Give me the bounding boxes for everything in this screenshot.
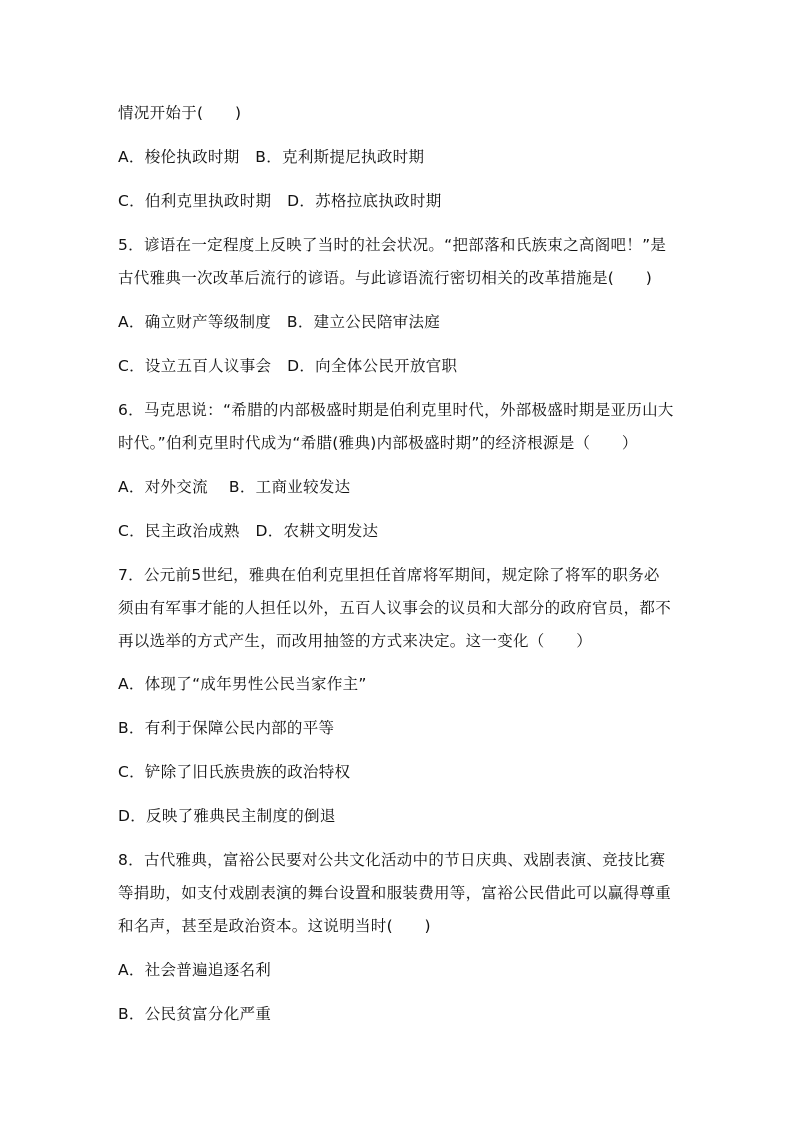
line-q5-options-cd: C．设立五百人议事会 D．向全体公民开放官职 <box>118 357 458 375</box>
line-q5-stem-1: 5．谚语在一定程度上反映了当时的社会状况。“把部落和氏族束之高阁吧！”是 <box>118 236 667 254</box>
line-q4-stem-end: 情况开始于( ) <box>118 104 242 122</box>
line-q8-option-a: A．社会普遍追逐名利 <box>118 961 272 979</box>
line-q7-option-a: A．体现了“成年男性公民当家作主” <box>118 675 367 693</box>
line-q8-option-b: B．公民贫富分化严重 <box>118 1005 272 1023</box>
line-q7-option-d: D．反映了雅典民主制度的倒退 <box>118 807 336 825</box>
line-q4-options-cd: C．伯利克里执政时期 D．苏格拉底执政时期 <box>118 192 442 210</box>
line-q6-options-ab: A．对外交流 B．工商业较发达 <box>118 478 351 496</box>
line-q8-stem-3: 和名声，甚至是政治资本。这说明当时( ) <box>118 917 431 935</box>
line-q8-stem-1: 8．古代雅典，富裕公民要对公共文化活动中的节日庆典、戏剧表演、竞技比赛 <box>118 851 666 869</box>
line-q6-options-cd: C．民主政治成熟 D．农耕文明发达 <box>118 522 379 540</box>
line-q7-stem-2: 须由有军事才能的人担任以外，五百人议事会的议员和大部分的政府官员，都不 <box>118 599 672 617</box>
line-q8-stem-2: 等捐助，如支付戏剧表演的舞台设置和服装费用等，富裕公民借此可以赢得尊重 <box>118 884 672 902</box>
line-q7-option-c: C．铲除了旧氏族贵族的政治特权 <box>118 763 351 781</box>
line-q4-options-ab: A．梭伦执政时期 B．克利斯提尼执政时期 <box>118 148 425 166</box>
line-q7-stem-1: 7．公元前5世纪，雅典在伯利克里担任首席将军期间，规定除了将军的职务必 <box>118 566 660 584</box>
line-q5-options-ab: A．确立财产等级制度 B．建立公民陪审法庭 <box>118 313 441 331</box>
line-q6-stem-1: 6．马克思说：“希腊的内部极盛时期是伯利克里时代，外部极盛时期是亚历山大 <box>118 401 674 419</box>
line-q7-option-b: B．有利于保障公民内部的平等 <box>118 719 335 737</box>
line-q6-stem-2: 时代。”伯利克里时代成为“希腊(雅典)内部极盛时期”的经济根源是（ ） <box>118 434 638 452</box>
line-q5-stem-2: 古代雅典一次改革后流行的谚语。与此谚语流行密切相关的改革措施是( ) <box>118 269 653 287</box>
line-q7-stem-3: 再以选举的方式产生，而改用抽签的方式来决定。这一变化（ ） <box>118 632 593 650</box>
